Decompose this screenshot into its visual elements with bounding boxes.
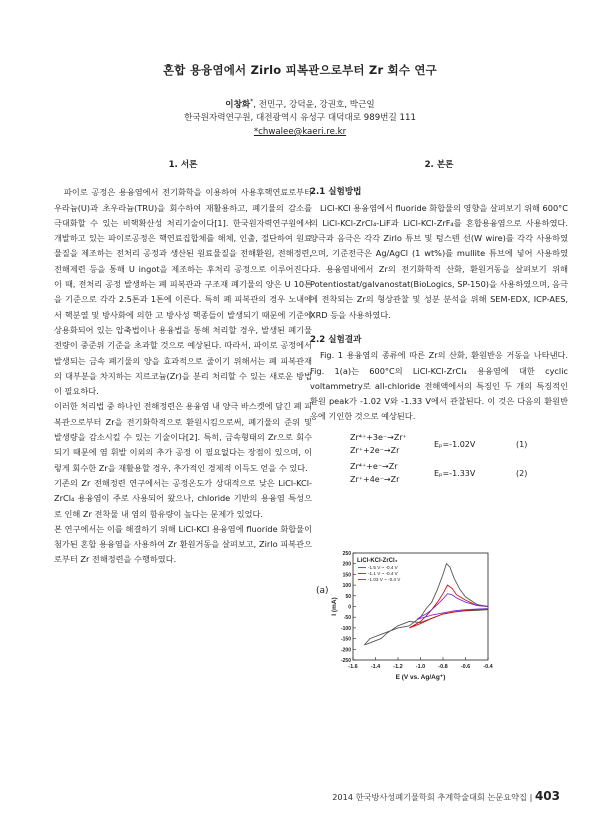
equation-number: (1)	[516, 439, 528, 449]
y-tick-label: 200	[342, 561, 351, 568]
subsection-heading-methods: 2.1 실험방법	[310, 187, 362, 198]
intro-paragraph: 이러한 처리법 중 하나인 전해정련은 용융염 내 양극 바스켓에 담긴 폐 피복관으로부터 Zr을 전기화학적으로 환원시킴으로써, 폐기물의 준위 및 발생량을 감소시킬 수 있는 기술이다[2]. 특히, 금속형태의 Zr으로 회수되기 때문에 염 휘발 이외의 추가 공정 이 필요없다는 장점이 있으며, 이렇게 회수한 Zr을 재활용할 경우, 추가적인 경제적 이득도 얻을 수 있다.	[54, 401, 312, 473]
page-number: 403	[534, 789, 560, 803]
y-tick-label: 0	[348, 604, 351, 611]
section-heading-main: 2. 본론	[424, 160, 454, 170]
y-tick-label: 150	[342, 572, 351, 579]
figure-1	[310, 548, 568, 683]
intro-paragraph: 파이로 공정은 용융염에서 전기화학을 이용하여 사용후핵연료로부터 우라늄(U)과 초우라늄(TRU)을 회수하여 재활용하고, 폐기물의 감소를 극대화할 수 있는 비핵확산성 처리기술이다[1]. 한국원자력연구원에서 개발하고 있는 파이로공정은 핵연료집합체를 해체, 인출, 절단하여 원료물질을 제조하는 전처리 공정과 생산된 원료물질을 전해환원, 전해정련, 전해제련 등을 통해 U ingot을 제조하는 후처리 공정으로 이루어진다. 이 때, 전처리 공정 발생하는 폐 피복관과 구조재 폐기물의 양은 U 10톤을 기준으로 각각 2.5톤과 1톤에 이른다. 특히 폐 피복관의 경우 노내에서 핵분열 및 방사화에 의한 고 방사성 핵종들이 발생되기 때문에 기준에 상용화되어 있는 압축법이나 용융법을 통해 처리할 경우, 발생된 폐기물 전량이 중준위 기준을 초과할 것으로 예상된다. 따라서, 파이로 공정에서 발생되는 금속 폐기물의 양을 효과적으로 줄이기 위해서는 폐 피복관재의 대부분을 차지하는 지르코늄(Zr)을 분리 처리할 수 있는 새로운 방법이 필요하다.	[54, 187, 312, 397]
x-tick-label: -0.4	[483, 664, 493, 670]
y-tick-label: -150	[340, 636, 351, 643]
equation-line: Zr⁴⁺+3e⁻→Zr⁺	[350, 432, 407, 442]
equation-line: Zr⁺+2e⁻→Zr	[350, 445, 400, 455]
y-tick-label: -250	[340, 658, 351, 664]
corresponding-mark: *	[250, 98, 254, 105]
equation-2	[350, 460, 528, 486]
first-author: 이창화	[225, 99, 251, 110]
legend-label: -1.5 V ~ -0.4 V	[368, 565, 398, 570]
legend-label: -1.1 V ~ -0.4 V	[368, 571, 398, 576]
y-tick-label: 100	[342, 583, 351, 590]
equation-1	[350, 431, 528, 457]
x-tick-label: -0.6	[460, 664, 471, 670]
equation-potential: Eₚ=-1.02V	[434, 439, 476, 449]
author-line	[0, 95, 600, 112]
affiliation: 한국원자력연구원, 대전광역시 유성구 대덕대로 989번길 111	[184, 113, 416, 124]
paper-title: 혼합 용융염에서 Zirlo 피복관으로부터 Zr 회수 연구	[163, 63, 437, 77]
page-footer	[332, 789, 560, 803]
figure-panel-label: (a)	[316, 586, 329, 596]
intro-paragraph: 본 연구에서는 이를 해결하기 위해 LiCl-KCl 용융염에 fluoride 화합물이 첨가된 혼합 용융염을 사용하여 Zr 환원거동을 살펴보고, Zirlo 피복관으로부터 Zr 전해정련을 수행하였다.	[54, 523, 312, 565]
x-tick-label: -1.6	[348, 664, 358, 670]
footer-journal: 2014 한국방사성폐기물학회 추계학술대회 논문요약집	[332, 792, 527, 802]
x-tick-label: -1.0	[415, 664, 426, 670]
x-tick-label: -1.2	[393, 664, 403, 670]
y-axis-label: I (mA)	[331, 597, 338, 616]
equation-potential: Eₚ=-1.33V	[434, 468, 476, 478]
y-tick-label: -50	[343, 615, 351, 622]
results-paragraph: Fig. 1 용융염의 종류에 따른 Zr의 산화, 환원반응 거동을 나타낸다. Fig. 1(a)는 600°C의 LiCl-KCl-ZrCl₄ 용융염에 대한 cyclic voltammetry로 all-chloride 전해액에서의 특징인 두 개의 특징적인 환원 peak가 -1.02 V와 -1.33 V에서 관찰된다. 이 것은 다음의 환원반응에 기인한 것으로 예상된다.	[310, 350, 568, 422]
cv-chart	[310, 548, 568, 683]
y-tick-label: 50	[345, 593, 351, 600]
author-block	[0, 95, 600, 139]
right-column	[310, 158, 568, 489]
intro-paragraph: 기존의 Zr 전해정련 연구에서는 공정온도가 상대적으로 낮은 LiCl-KCl-ZrCl₄ 용융염이 주로 사용되어 왔으나, chloride 기반의 용융염 특성으로 인해 Zr 전착물 내 염의 함유량이 높다는 문제가 있었다.	[54, 477, 312, 519]
chart-title: LiCl-KCl-ZrCl₄	[357, 558, 398, 564]
y-tick-label: 250	[342, 551, 351, 557]
subsection-heading-results: 2.2 실험결과	[310, 334, 362, 345]
series-line	[409, 585, 488, 628]
x-axis-label: E (V vs. Ag/Ag⁺)	[395, 674, 446, 681]
section-heading-intro: 1. 서론	[168, 160, 198, 170]
email: *chwalee@kaeri.re.kr	[253, 126, 347, 137]
equation-block	[350, 431, 568, 489]
equation-number: (2)	[516, 468, 528, 478]
x-tick-label: -0.8	[438, 664, 448, 670]
methods-paragraph: LiCl-KCl 용융염에서 fluoride 화합물의 영향을 살펴보기 위해 600°C의 LiCl-KCl-ZrCl₄-LiF과 LiCl-KCl-ZrF₄를 혼합용융염으로 사용하였다. 양극과 음극은 각각 Zirlo 튜브 및 텅스텐 선(W wire)를 각각 사용하였으며, 기준전극은 Ag/AgCl (1 wt%)를 mullite 튜브에 넣어 사용하였다. 용융염내에서 Zr의 전기화학적 산화, 환원거동을 살펴보기 위해 Potentiostat/galvanostat(BioLogics, SP-150)을 사용하였으며, 음극에 전착되는 Zr의 형상관찰 및 성분 분석을 위해 SEM-EDX, ICP-AES, XRD 등을 사용하였다.	[310, 202, 568, 320]
x-tick-label: -1.4	[370, 664, 381, 670]
y-tick-label: -200	[340, 647, 351, 654]
footer-separator: |	[529, 792, 533, 802]
legend-label: -1.03 V ~ -0.4 V	[368, 577, 401, 582]
left-column	[54, 158, 312, 568]
equation-line: Zr⁺+4e⁻→Zr	[350, 474, 400, 484]
coauthors: , 전민구, 강덕윤, 강권호, 박근일	[253, 99, 375, 110]
y-tick-label: -100	[340, 625, 351, 632]
equation-line: Zr⁴⁺+e⁻→Zr	[350, 461, 398, 471]
